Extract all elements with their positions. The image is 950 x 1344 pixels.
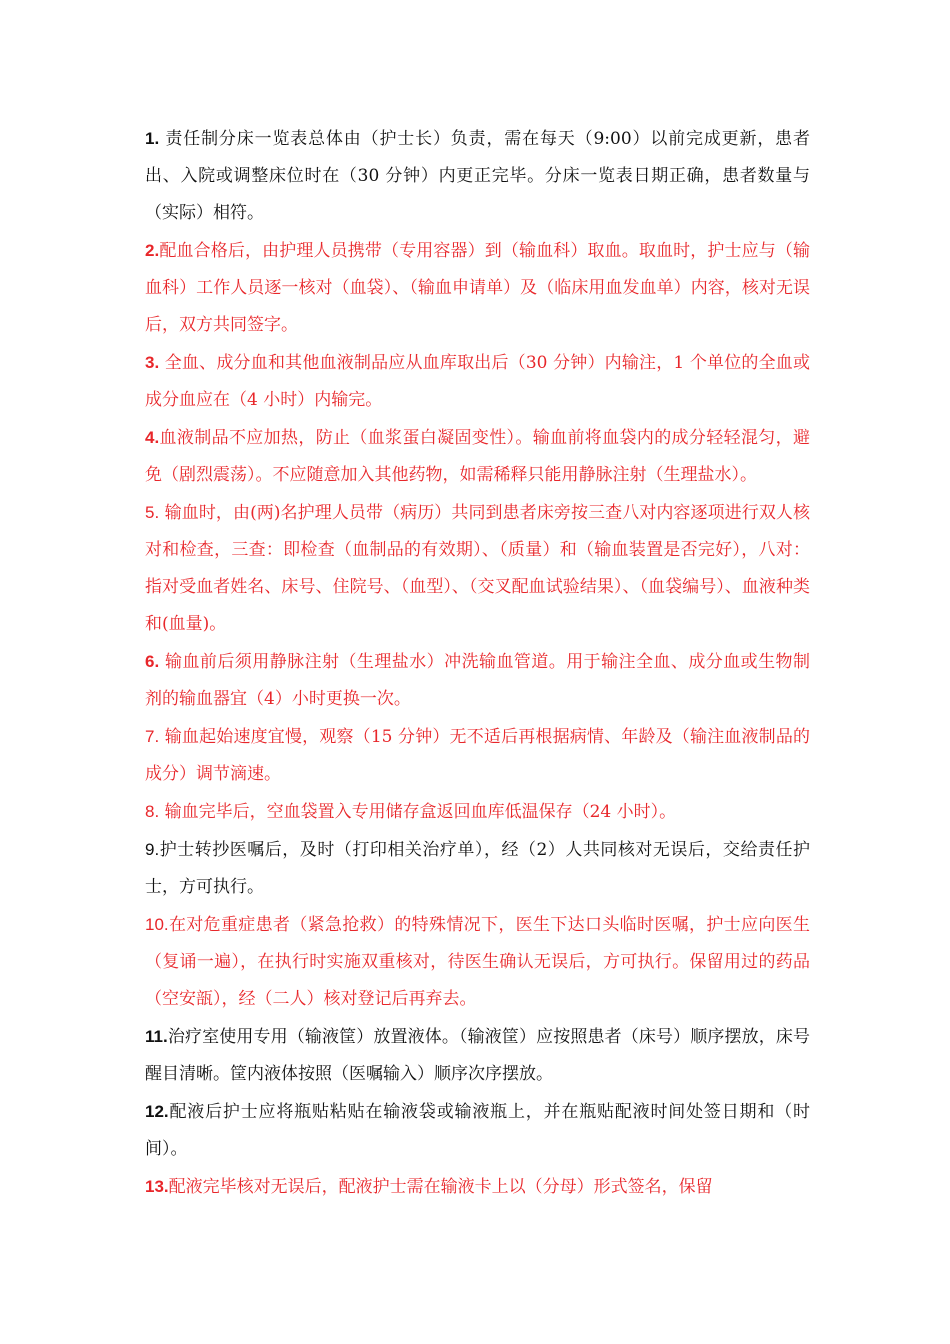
item-number: 9. (145, 840, 160, 859)
list-item-5 (145, 494, 810, 643)
item-text: 配血合格后，由护理人员携带（专用容器）到（输血科）取血。取血时，护士应与（输血科）工作人员逐一核对（血袋）、（输血申请单）及（临床用血发血单）内容，核对无误后，双方共同签字。 (145, 241, 810, 335)
item-number: 7. (145, 727, 160, 746)
item-text: 输血完毕后，空血袋置入专用储存盒返回血库低温保存（24 小时）。 (159, 802, 677, 822)
item-text: 输血起始速度宜慢，观察（15 分钟）无不适后再根据病情、年龄及（输注血液制品的成分）调节滴速。 (145, 727, 810, 784)
list-item-8 (145, 793, 810, 831)
item-text: 配液完毕核对无误后，配液护士需在输液卡上以（分母）形式签名，保留 (168, 1177, 713, 1197)
item-text: 全血、成分血和其他血液制品应从血库取出后（30 分钟）内输注，1 个单位的全血或成分血应在（4 小时）内输完。 (145, 353, 810, 410)
item-number: 1. (145, 129, 160, 148)
list-item-3 (145, 344, 810, 419)
item-text: 护士转抄医嘱后，及时（打印相关治疗单），经（2）人共同核对无误后，交给责任护士，方可执行。 (145, 840, 810, 897)
item-text: 血液制品不应加热，防止（血浆蛋白凝固变性）。输血前将血袋内的成分轻轻混匀，避免（剧烈震荡）。不应随意加入其他药物，如需稀释只能用静脉注射（生理盐水）。 (145, 428, 810, 485)
list-item-6 (145, 643, 810, 718)
list-item-2 (145, 232, 810, 344)
item-text: 在对危重症患者（紧急抢救）的特殊情况下，医生下达口头临时医嘱，护士应向医生（复诵一遍），在执行时实施双重核对，待医生确认无误后，方可执行。保留用过的药品（空安瓿），经（二人）核对登记后再弃去。 (145, 915, 810, 1009)
item-number: 6. (145, 652, 160, 671)
item-number: 10. (145, 915, 169, 934)
item-number: 2. (145, 241, 160, 260)
list-item-1 (145, 120, 810, 232)
item-text: 输血时，由(两)名护理人员带（病历）共同到患者床旁按三查八对内容逐项进行双人核对和检查，三查：即检查（血制品的有效期）、（质量）和（输血装置是否完好），八对：指对受血者姓名、床号、住院号、（血型）、（交叉配血试验结果）、（血袋编号）、血液种类和(血量)。 (145, 503, 810, 634)
list-item-9 (145, 831, 810, 906)
item-number: 11. (145, 1027, 168, 1046)
list-item-11 (145, 1018, 810, 1093)
list-item-10 (145, 906, 810, 1018)
item-text: 治疗室使用专用（输液筐）放置液体。（输液筐）应按照患者（床号）顺序摆放，床号醒目清晰。筐内液体按照（医嘱输入）顺序次序摆放。 (145, 1027, 810, 1084)
list-item-13 (145, 1168, 810, 1206)
item-number: 12. (145, 1102, 169, 1121)
item-number: 13. (145, 1177, 169, 1196)
list-item-7 (145, 718, 810, 793)
item-number: 5. (145, 503, 160, 522)
list-item-4 (145, 419, 810, 494)
item-number: 3. (145, 353, 160, 372)
list-item-12 (145, 1093, 810, 1168)
item-text: 责任制分床一览表总体由（护士长）负责，需在每天（9:00）以前完成更新，患者出、入院或调整床位时在（30 分钟）内更正完毕。分床一览表日期正确，患者数量与（实际）相符。 (145, 129, 810, 223)
item-number: 8. (145, 802, 160, 821)
document-page (145, 120, 810, 1206)
item-text: 配液后护士应将瓶贴粘贴在输液袋或输液瓶上，并在瓶贴配液时间处签日期和（时间）。 (145, 1102, 810, 1159)
item-number: 4. (145, 428, 160, 447)
item-text: 输血前后须用静脉注射（生理盐水）冲洗输血管道。用于输注全血、成分血或生物制剂的输血器宜（4）小时更换一次。 (145, 652, 810, 709)
